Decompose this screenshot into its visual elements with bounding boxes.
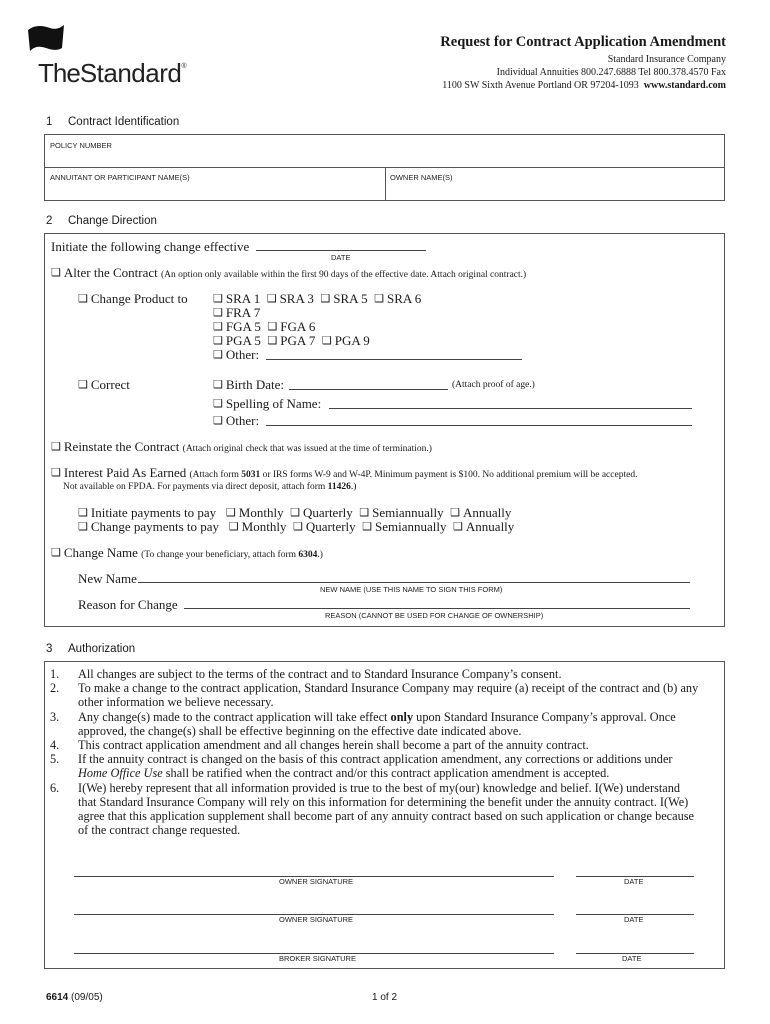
product-option[interactable]: [322, 333, 370, 348]
product-option[interactable]: [213, 305, 260, 320]
product-label: PGA 9: [334, 333, 370, 348]
frequency-option[interactable]: [359, 505, 443, 520]
change-payments-checkbox[interactable]: ❑: [78, 521, 88, 533]
box-divider-vertical: [385, 167, 386, 201]
reason-caption: REASON (CANNOT BE USED FOR CHANGE OF OWNERSHIP): [325, 611, 544, 620]
reason-input[interactable]: [184, 608, 690, 609]
item-text: All changes are subject to the terms of the contract and to Standard Insurance Company’s consent.: [78, 667, 562, 681]
product-option[interactable]: [213, 333, 261, 348]
date-caption: DATE: [331, 253, 351, 262]
spelling-input[interactable]: [329, 408, 692, 409]
product-checkbox[interactable]: ❑: [213, 293, 223, 305]
frequency-checkbox[interactable]: ❑: [290, 507, 300, 519]
item-text: Any change(s) made to the contract application will take effect: [78, 709, 391, 724]
section2-title: Change Direction: [68, 215, 157, 227]
change-payments-row: [78, 519, 514, 535]
alter-contract-label: Alter the Contract: [63, 265, 158, 280]
initiate-payments-label: Initiate payments to pay: [90, 505, 217, 520]
item-text: If the annuity contract is changed on the basis of this contract application amendment, any corrections or additions under: [78, 752, 673, 767]
frequency-label: Quarterly: [302, 505, 353, 520]
owner2-signature-caption: OWNER SIGNATURE: [279, 915, 354, 924]
logo-the: The: [38, 58, 80, 88]
section3-number: 3: [46, 643, 53, 655]
interest-note: [190, 470, 638, 480]
authorization-item: [50, 781, 700, 838]
birth-date-input[interactable]: [289, 389, 448, 390]
correct-checkbox[interactable]: ❑: [78, 379, 88, 391]
authorization-item: [50, 681, 700, 709]
change-name-note-post: .): [317, 550, 323, 560]
annuitant-name-field[interactable]: ANNUITANT OR PARTICIPANT NAME(S): [50, 173, 190, 182]
product-label: SRA 1: [225, 291, 261, 306]
frequency-checkbox[interactable]: ❑: [225, 507, 236, 519]
item-text: To make a change to the contract application, Standard Insurance Company may require (a) receipt of the contract and (b) any other information we believe necessary.: [78, 681, 699, 710]
item-number: 5.: [50, 752, 60, 767]
interest-option[interactable]: [51, 465, 637, 481]
form-date: (09/05): [71, 992, 103, 1003]
product-option[interactable]: [213, 319, 261, 334]
policy-number-field[interactable]: POLICY NUMBER: [50, 141, 112, 150]
owner-name-field[interactable]: OWNER NAME(S): [390, 173, 453, 182]
form-number-value: 6614: [46, 992, 69, 1003]
frequency-option[interactable]: [290, 505, 353, 520]
form-11426: 11426: [327, 482, 351, 492]
section3-title: Authorization: [68, 643, 136, 655]
product-label: FRA 7: [225, 305, 261, 320]
product-option[interactable]: [213, 291, 260, 306]
frequency-label: Annually: [465, 519, 515, 534]
address-line: [442, 80, 726, 91]
authorization-item: [50, 738, 700, 752]
correct-other-label: Other:: [225, 413, 260, 428]
change-product-label: Change Product to: [90, 291, 188, 306]
section1-number: 1: [46, 116, 53, 128]
product-option[interactable]: [267, 291, 314, 306]
birth-date-note: (Attach proof of age.): [452, 380, 535, 390]
product-label: SRA 6: [386, 291, 422, 306]
birth-date-option[interactable]: [213, 377, 284, 393]
product-option[interactable]: [267, 319, 315, 334]
form-number: [46, 992, 103, 1003]
form-5031: 5031: [241, 470, 261, 480]
correct-label: Correct: [90, 377, 130, 392]
frequency-label: Monthly: [241, 519, 287, 534]
product-option[interactable]: [320, 291, 367, 306]
alter-contract-option[interactable]: [51, 265, 526, 281]
interest-checkbox[interactable]: ❑: [51, 467, 61, 479]
item-text-italic: Home Office Use: [78, 766, 163, 781]
frequency-label: Semiannually: [372, 505, 444, 520]
authorization-item: [50, 710, 700, 738]
product-other-checkbox[interactable]: ❑: [213, 349, 223, 361]
frequency-option[interactable]: [293, 519, 356, 534]
broker-signature-caption: BROKER SIGNATURE: [279, 954, 356, 963]
item-text: I(We) hereby represent that all information provided is true to the best of my(our) knowledge and belief. I(We) understand that Standard Insurance Company will rely on this information for determining the benefit under the annuity contract. I(We) agree that this application supplement shall become part of any annuity contract based on such application or change because of the contract change requested.: [78, 780, 694, 838]
correct-other-input[interactable]: [266, 425, 692, 426]
frequency-option[interactable]: [229, 519, 287, 534]
frequency-option[interactable]: [226, 505, 284, 520]
broker-signature-date-caption: DATE: [622, 954, 642, 963]
contact-line: Individual Annuities 800.247.6888 Tel 800.378.4570 Fax: [496, 67, 726, 78]
change-payments-option[interactable]: [78, 519, 219, 534]
product-label: SRA 5: [333, 291, 368, 306]
product-checkbox[interactable]: ❑: [267, 321, 278, 333]
item-text-bold: only: [390, 709, 414, 724]
section1-title: Contract Identification: [68, 116, 180, 128]
product-label: PGA 7: [280, 333, 316, 348]
product-other-label: Other:: [225, 347, 260, 362]
effective-date-input[interactable]: [256, 250, 426, 251]
authorization-item: [50, 667, 700, 681]
item-text: upon Standard Insurance Company’s approval. Once approved, the change(s) shall be effective beginning on the effective date indicated above.: [78, 709, 676, 738]
page-number: 1 of 2: [372, 992, 398, 1003]
change-name-note-pre: (To change your beneficiary, attach form: [141, 550, 299, 560]
product-label: PGA 5: [225, 333, 261, 348]
reinstate-label: Reinstate the Contract: [63, 439, 180, 454]
frequency-checkbox[interactable]: ❑: [450, 507, 461, 519]
frequency-label: Quarterly: [305, 519, 356, 534]
product-other-option[interactable]: [213, 347, 259, 363]
product-checkbox[interactable]: ❑: [213, 307, 223, 319]
alter-contract-checkbox[interactable]: ❑: [51, 267, 61, 279]
frequency-option[interactable]: [453, 519, 514, 534]
owner-signature-date-caption: DATE: [624, 877, 644, 886]
frequency-option[interactable]: [362, 519, 446, 534]
spelling-option[interactable]: [213, 396, 321, 412]
change-product-checkbox[interactable]: ❑: [78, 293, 88, 305]
new-name-input[interactable]: [138, 582, 690, 583]
reason-label: Reason for Change: [78, 597, 178, 612]
change-name-label: Change Name: [63, 545, 138, 560]
product-option[interactable]: [374, 291, 421, 306]
item-text: This contract application amendment and all changes herein shall become a part of the annuity contract.: [78, 738, 589, 753]
logo-registered: ®: [181, 63, 187, 70]
correct-option[interactable]: [78, 377, 130, 393]
interest-note-mid: or IRS forms W-9 and W-4P. Minimum payment is $100. No additional premium will be accepted.: [260, 470, 638, 480]
owner-signature-caption: OWNER SIGNATURE: [279, 877, 354, 886]
change-product-option[interactable]: [78, 291, 188, 307]
new-name-caption: NEW NAME (USE THIS NAME TO SIGN THIS FORM): [320, 585, 503, 594]
website-link[interactable]: www.standard.com: [643, 80, 726, 91]
product-other-input[interactable]: [266, 359, 522, 360]
product-checkbox[interactable]: ❑: [213, 321, 223, 333]
interest-note-line-2: [63, 482, 356, 492]
owner2-signature-date-caption: DATE: [624, 915, 644, 924]
initiate-payments-checkbox[interactable]: ❑: [78, 507, 88, 519]
change-payments-label: Change payments to pay: [90, 519, 220, 534]
form-6304: 6304: [298, 550, 318, 560]
interest-label: Interest Paid As Earned: [63, 465, 187, 480]
correct-other-checkbox[interactable]: ❑: [213, 415, 223, 427]
frequency-label: Semiannually: [375, 519, 447, 534]
item-number: 3.: [50, 709, 60, 724]
item-number: 1.: [50, 667, 60, 681]
section2-number: 2: [46, 215, 53, 227]
change-name-note: [141, 550, 323, 560]
reinstate-note: (Attach original check that was issued at the time of termination.): [182, 444, 432, 454]
frequency-checkbox[interactable]: ❑: [359, 507, 370, 519]
frequency-checkbox[interactable]: ❑: [453, 521, 463, 533]
frequency-checkbox[interactable]: ❑: [292, 521, 303, 533]
logo-standard: Standard: [79, 58, 182, 88]
initiate-payments-option[interactable]: [78, 505, 216, 520]
interest-note-pre: (Attach form: [189, 470, 242, 480]
company-logo: [38, 58, 187, 89]
address: 1100 SW Sixth Avenue Portland OR 97204-1093: [442, 80, 639, 91]
birth-date-checkbox[interactable]: ❑: [213, 379, 223, 391]
authorization-item: [50, 752, 700, 780]
company-name: Standard Insurance Company: [607, 54, 726, 65]
product-checkbox[interactable]: ❑: [267, 335, 278, 347]
correct-other-option[interactable]: [213, 413, 259, 429]
product-checkbox[interactable]: ❑: [266, 293, 277, 305]
item-number: 6.: [50, 780, 60, 795]
new-name-label: New Name: [78, 571, 137, 586]
frequency-label: Monthly: [238, 505, 284, 520]
authorization-list: [50, 667, 700, 837]
product-checkbox[interactable]: ❑: [213, 335, 223, 347]
frequency-checkbox[interactable]: ❑: [228, 521, 239, 533]
item-number: 4.: [50, 738, 60, 753]
change-name-checkbox[interactable]: ❑: [51, 547, 61, 559]
product-label: SRA 3: [279, 291, 314, 306]
change-name-option[interactable]: [51, 545, 323, 561]
product-option[interactable]: [267, 333, 315, 348]
flag-logo-icon: [26, 22, 66, 54]
reinstate-checkbox[interactable]: ❑: [51, 441, 61, 453]
spelling-checkbox[interactable]: ❑: [213, 398, 223, 410]
product-checkbox[interactable]: ❑: [374, 293, 384, 305]
item-text: shall be ratified when the contract and/or this contract application amendment is accepted.: [162, 766, 610, 781]
frequency-label: Annually: [463, 505, 512, 520]
spelling-label: Spelling of Name:: [225, 396, 322, 411]
frequency-option[interactable]: [450, 505, 511, 520]
effective-date-label: Initiate the following change effective: [51, 239, 250, 254]
product-label: FGA 5: [225, 319, 261, 334]
form-title: Request for Contract Application Amendment: [440, 34, 726, 50]
frequency-checkbox[interactable]: ❑: [362, 521, 373, 533]
reinstate-option[interactable]: [51, 439, 432, 455]
interest-note2-post: .): [350, 482, 357, 492]
product-checkbox[interactable]: ❑: [321, 335, 332, 347]
interest-note2-pre: Not available on FPDA. For payments via direct deposit, attach form: [63, 482, 328, 492]
product-checkbox[interactable]: ❑: [320, 293, 331, 305]
alter-contract-note: (An option only available within the first 90 days of the effective date. Attach original contract.): [160, 270, 527, 280]
birth-date-label: Birth Date:: [225, 377, 285, 392]
product-label: FGA 6: [280, 319, 316, 334]
item-number: 2.: [50, 681, 60, 696]
